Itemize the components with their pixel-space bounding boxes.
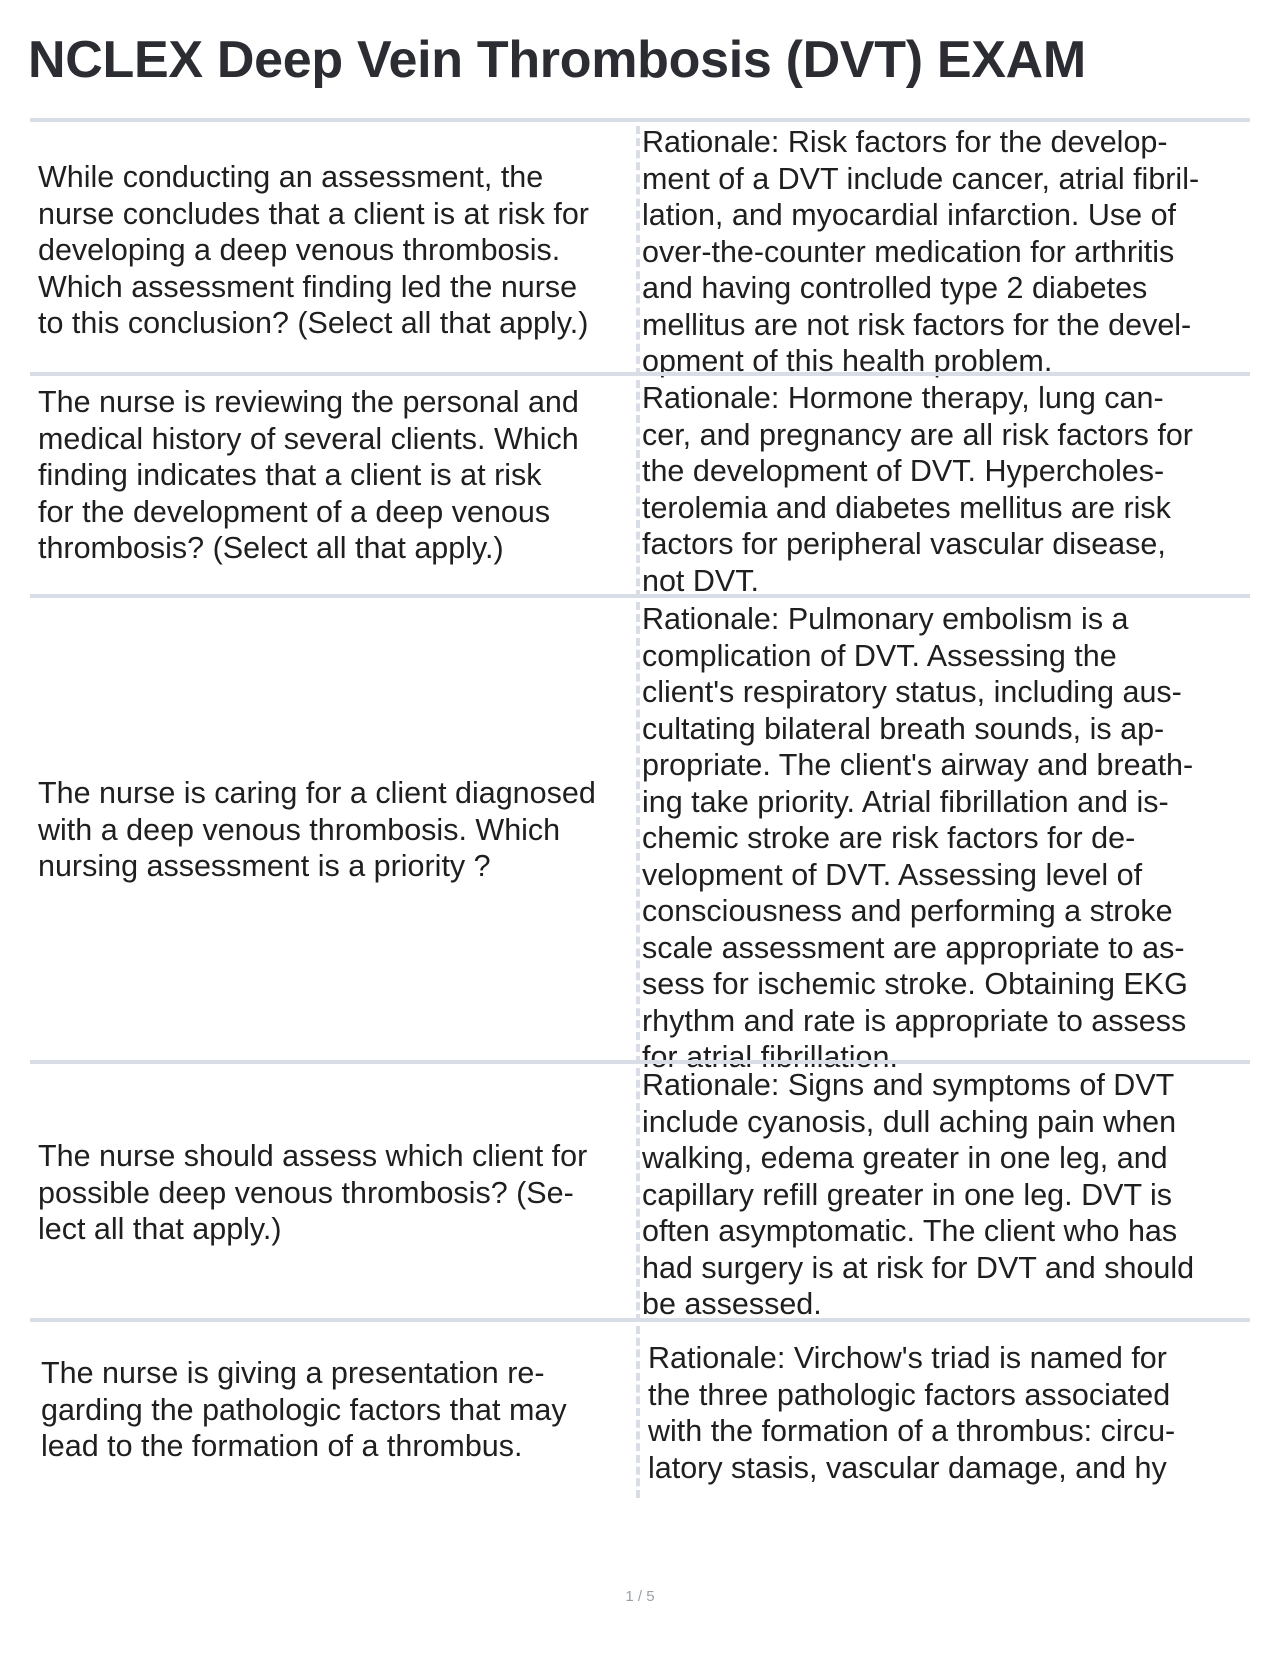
column-divider <box>636 1326 640 1498</box>
rationale-text: Rationale: Signs and symptoms of DVT include cyanosis, dull aching pain when walking, edema greater in one leg, and capillary refill greater in one leg. DVT is often asymptomatic. The client who has had surgery is at risk for DVT and should be assessed. <box>642 1068 1195 1321</box>
flashcard-row <box>30 594 1250 1074</box>
question-text: The nurse should assess which client for possible deep venous thrombosis? (Se- lect all that apply.) <box>38 1139 588 1246</box>
column-divider <box>636 602 640 1064</box>
flashcard-row <box>30 118 1250 376</box>
flashcard-row <box>30 1318 1250 1498</box>
question-text: While conducting an assessment, the nurse concludes that a client is at risk for developing a deep venous thrombosis. Which assessment finding led the nurse to this conclusion? (Select all that apply.) <box>38 160 589 340</box>
rationale-text: Rationale: Virchow's triad is named for the three pathologic factors associated with the formation of a thrombus: circu- latory stasis, vascular damage, and hy <box>648 1341 1176 1485</box>
column-divider <box>636 1068 640 1322</box>
question-text: The nurse is caring for a client diagnosed with a deep venous thrombosis. Which nursing assessment is a priority ? <box>38 776 596 883</box>
flashcard-row <box>30 372 1250 598</box>
rationale-text: Rationale: Pulmonary embolism is a complication of DVT. Assessing the client's respiratory status, including aus- cultating bilateral breath sounds, is ap- propriate. The client's airway and breath- ing take priority. Atrial fibrillation and is- chemic stroke are risk factors for de- velopment of DVT. Assessing level of consciousness and performing a stroke scale assessment are appropriate to as- sess for ischemic stroke. Obtaining EKG rhythm and rate is appropriate to assess for atrial fibrillation. <box>642 602 1194 1074</box>
page-title: NCLEX Deep Vein Thrombosis (DVT) EXAM <box>28 31 1086 89</box>
page-indicator: 1 / 5 <box>625 1588 655 1605</box>
rationale-text: Rationale: Hormone therapy, lung can- cer, and pregnancy are all risk factors for the development of DVT. Hypercholes- terolemia and diabetes mellitus are risk factors for peripheral vascular disease, not DVT. <box>642 381 1193 598</box>
rationale-text: Rationale: Risk factors for the develop- ment of a DVT include cancer, atrial fibril- lation, and myocardial infarction. Use of over-the-counter medication for arthritis and having controlled type 2 diabetes mellitus are not risk factors for the devel- opment of this health problem. <box>642 125 1200 378</box>
column-divider <box>636 380 640 598</box>
flashcard-row <box>30 1060 1250 1322</box>
question-text: The nurse is giving a presentation re- garding the pathologic factors that may lead to the formation of a thrombus. <box>41 1356 567 1463</box>
column-divider <box>636 126 640 376</box>
question-text: The nurse is reviewing the personal and medical history of several clients. Which finding indicates that a client is at risk for the development of a deep venous thrombosis? (Select all that apply.) <box>38 385 579 565</box>
